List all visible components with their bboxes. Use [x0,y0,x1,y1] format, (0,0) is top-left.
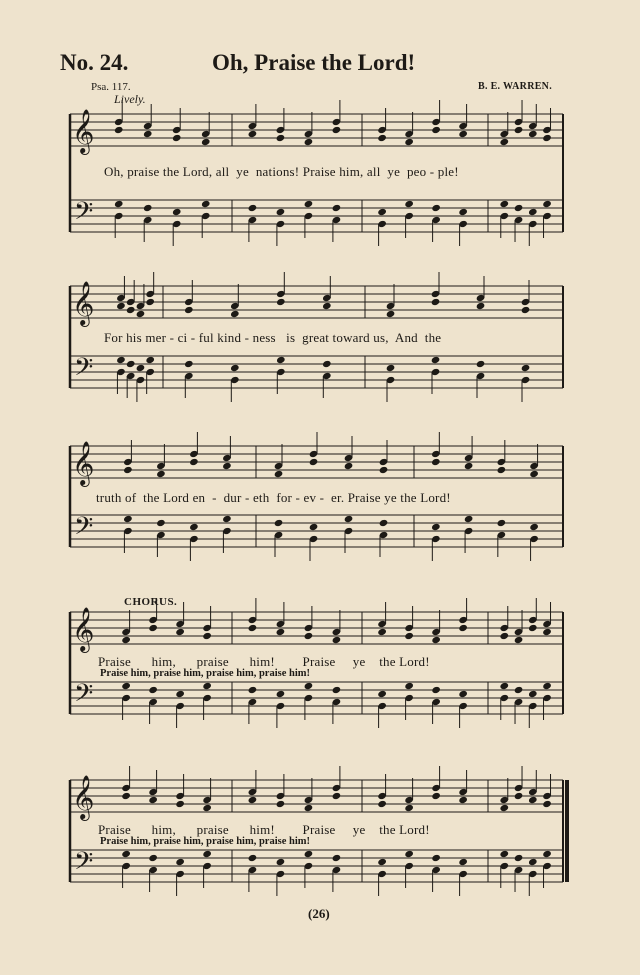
note-head [189,458,199,466]
note-head [404,850,414,858]
note-head [499,200,509,208]
note-head [126,360,136,368]
note-head [528,208,538,216]
note-head [136,310,146,318]
note-head [476,360,486,368]
note-head [431,356,441,364]
note-head [476,302,486,310]
note-head [322,302,332,310]
treble-clef-icon: 𝄞 [72,281,95,325]
note-head [248,796,258,804]
note-head [121,792,131,800]
note-head [121,850,131,858]
note-head [542,800,552,808]
note-head [386,364,396,372]
note-head [514,854,524,862]
note-head [431,458,441,466]
note-head [304,804,314,812]
note-head [431,686,441,694]
note-head [175,858,185,866]
note-head [458,624,468,632]
note-head [276,134,286,142]
scripture-reference: Psa. 117. [91,81,131,93]
note-head [116,356,126,364]
note-head [148,686,158,694]
note-head [499,850,509,858]
note-head [202,804,212,812]
note-head [248,204,258,212]
note-head [304,850,314,858]
note-head [276,858,286,866]
note-head [497,466,507,474]
note-head [202,682,212,690]
note-head [143,204,153,212]
lyric-line-5-bass: Praise him, praise him, praise him, praise him! [100,836,310,847]
note-head [377,208,387,216]
note-head [145,298,155,306]
note-head [528,690,538,698]
note-head [431,204,441,212]
lyric-line-4: Praise him, praise him! Praise ye the Lord! [98,654,430,669]
note-head [143,130,153,138]
note-head [497,519,507,527]
note-head [431,298,441,306]
treble-clef-icon: 𝄞 [72,775,95,819]
note-head [521,364,531,372]
composer-credit: B. E. WARREN. [478,81,553,92]
note-head [274,470,284,478]
note-head [431,854,441,862]
chorus-label: CHORUS. [124,596,178,608]
note-head [528,796,538,804]
note-head [276,800,286,808]
note-head [276,356,286,364]
note-head [126,306,136,314]
lyric-line-5: Praise him, praise him! Praise ye the Lord! [98,822,430,837]
note-head [276,208,286,216]
note-head [172,208,182,216]
note-head [222,515,232,523]
note-head [248,624,258,632]
note-head [114,200,124,208]
note-head [386,310,396,318]
note-head [514,636,524,644]
note-head [248,854,258,862]
note-head [458,130,468,138]
note-head [116,302,126,310]
note-head [230,364,240,372]
note-head [529,470,539,478]
note-head [431,126,441,134]
note-head [202,632,212,640]
note-head [344,515,354,523]
treble-clef-icon: 𝄞 [72,109,95,153]
note-head [458,858,468,866]
note-head [156,470,166,478]
note-head [514,792,524,800]
note-head [304,682,314,690]
note-head [332,854,342,862]
note-head [542,682,552,690]
note-head [499,138,509,146]
note-head [458,796,468,804]
note-head [172,134,182,142]
bass-clef-icon: 𝄢 [74,512,94,547]
note-head [377,690,387,698]
lyric-line-4-bass: Praise him, praise him, praise him, praise him! [100,668,310,679]
note-head [499,804,509,812]
note-head [184,360,194,368]
note-head [148,796,158,804]
note-head [309,458,319,466]
note-head [121,636,131,644]
note-head [431,792,441,800]
note-head [114,126,124,134]
note-head [542,200,552,208]
note-head [377,800,387,808]
note-head [148,854,158,862]
note-head [304,632,314,640]
note-head [123,515,133,523]
note-head [136,364,146,372]
note-head [201,200,211,208]
note-head [528,624,538,632]
note-head [276,628,286,636]
note-head [514,204,524,212]
bass-clef-icon: 𝄢 [74,679,94,714]
note-head [379,519,389,527]
note-head [121,682,131,690]
note-head [431,636,441,644]
note-head [184,306,194,314]
lyric-line-3: truth of the Lord en - dur - eth for - ev - er. Praise ye the Lord! [96,490,451,505]
note-head [514,126,524,134]
note-head [514,686,524,694]
note-head [431,523,441,531]
note-head [201,138,211,146]
hymn-number: No. 24. [60,50,129,75]
bass-clef-icon: 𝄢 [74,353,94,388]
note-head [309,523,319,531]
note-head [123,466,133,474]
note-head [404,200,414,208]
note-head [332,792,342,800]
note-head [542,850,552,858]
note-head [304,138,314,146]
hymn-title: Oh, Praise the Lord! [212,50,416,75]
note-head [322,360,332,368]
note-head [499,632,509,640]
note-head [379,466,389,474]
note-head [404,632,414,640]
tempo-marking: Lively. [114,92,146,106]
note-head [458,690,468,698]
note-head [332,636,342,644]
note-head [499,682,509,690]
note-head [175,690,185,698]
note-head [528,858,538,866]
note-head [274,519,284,527]
note-head [175,800,185,808]
note-head [145,356,155,364]
note-head [304,200,314,208]
lyric-line-2: For his mer - ci - ful kind - ness is great toward us, And the [104,330,442,345]
note-head [529,523,539,531]
note-head [542,134,552,142]
note-head [377,134,387,142]
note-head [344,462,354,470]
note-head [464,462,474,470]
note-head [248,686,258,694]
bass-clef-icon: 𝄢 [74,847,94,882]
note-head [404,682,414,690]
treble-clef-icon: 𝄞 [72,607,95,651]
treble-clef-icon: 𝄞 [72,441,95,485]
bass-clef-icon: 𝄢 [74,197,94,232]
note-head [156,519,166,527]
note-head [332,686,342,694]
note-head [332,204,342,212]
note-head [458,208,468,216]
note-head [404,138,414,146]
note-head [542,628,552,636]
note-head [248,130,258,138]
note-head [276,298,286,306]
note-head [404,804,414,812]
note-head [230,310,240,318]
note-head [464,515,474,523]
note-head [222,462,232,470]
note-head [332,126,342,134]
note-head [528,130,538,138]
note-head [377,858,387,866]
note-head [276,690,286,698]
page-number: (26) [308,906,330,921]
note-head [521,306,531,314]
note-head [202,850,212,858]
note-head [148,624,158,632]
note-head [175,628,185,636]
lyric-line-1: Oh, praise the Lord, all ye nations! Praise him, all ye peo - ple! [104,164,459,179]
note-head [377,628,387,636]
note-head [189,523,199,531]
